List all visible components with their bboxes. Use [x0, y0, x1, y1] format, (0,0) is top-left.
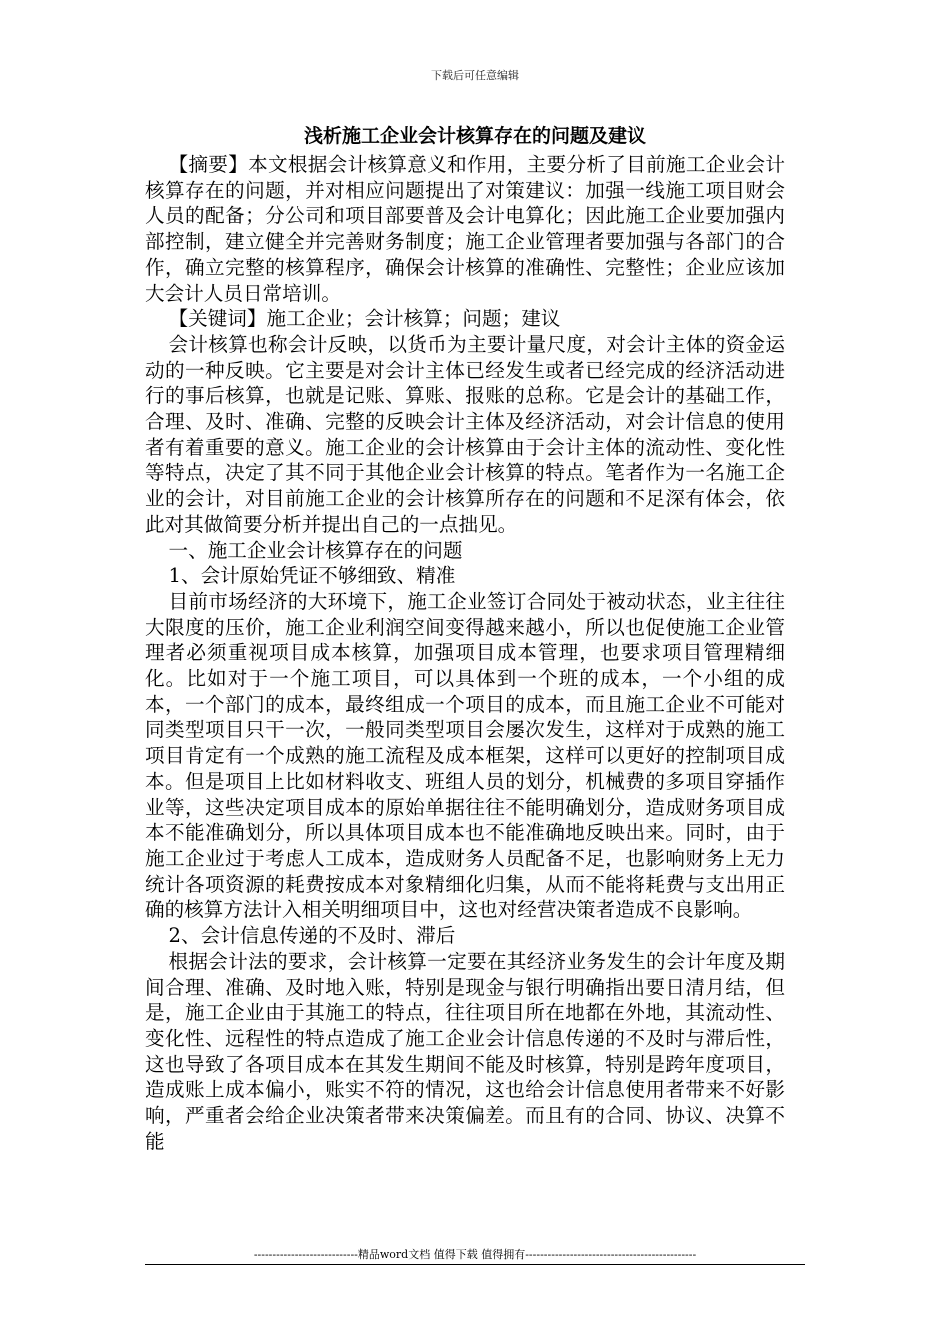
document-title: 浅析施工企业会计核算存在的问题及建议	[303, 125, 646, 147]
intro-paragraph: 会计核算也称会计反映，以货币为主要计量尺度，对会计主体的资金运动的一种反映。它主要是对会计主体已经发生或者已经完成的经济活动进行的事后核算，也就是记账、算账、报账的总称。它是会计的基础工作，合理、及时、准确、完整的反映会计主体及经济活动，对会计信息的使用者有着重要的意义。施工企业的会计核算由于会计主体的流动性、变化性等特点，决定了其不同于其他企业会计核算的特点。笔者作为一名施工企业的会计，对目前施工企业的会计核算所存在的问题和不足深有体会，依此对其做简要分析并提出自己的一点拙见。	[145, 332, 785, 536]
header-note: 下载后可任意编辑	[431, 69, 519, 82]
footer-divider	[145, 1264, 805, 1265]
footer-note: ----------------------------精品word文档 值得下载 值得拥有----------------------------------------------	[253, 1248, 697, 1261]
section-heading: 一、施工企业会计核算存在的问题	[168, 538, 463, 562]
subsection-heading: 1、会计原始凭证不够细致、精准	[168, 564, 456, 588]
abstract-paragraph: 【摘要】本文根据会计核算意义和作用，主要分析了目前施工企业会计核算存在的问题，并对相应问题提出了对策建议：加强一线施工项目财会人员的配备；分公司和项目部要普及会计电算化；因此施工企业要加强内部控制，建立健全并完善财务制度；施工企业管理者要加强与各部门的合作，确立完整的核算程序，确保会计核算的准确性、完整性；企业应该加大会计人员日常培训。	[145, 153, 785, 305]
body-paragraph: 目前市场经济的大环境下，施工企业签订合同处于被动状态，业主往往大限度的压价，施工企业利润空间变得越来越小，所以也促使施工企业管理者必须重视项目成本核算，加强项目成本管理，也要求项目管理精细化。比如对于一个施工项目，可以具体到一个班的成本，一个小组的成本，一个部门的成本，最终组成一个项目的成本，而且施工企业不可能对同类型项目只干一次，一般同类型项目会屡次发生，这样对于成熟的施工项目肯定有一个成熟的施工流程及成本框架，这样可以更好的控制项目成本。但是项目上比如材料收支、班组人员的划分，机械费的多项目穿插作业等，这些决定项目成本的原始单据往往不能明确划分，造成财务项目成本不能准确划分，所以具体项目成本也不能准确地反映出来。同时，由于施工企业过于考虑人工成本，造成财务人员配备不足，也影响财务上无力统计各项资源的耗费按成本对象精细化归集，从而不能将耗费与支出用正确的核算方法计入相关明细项目中，这也对经营决策者造成不良影响。	[145, 589, 785, 922]
document-body	[145, 152, 785, 1154]
subsection-heading: 2、会计信息传递的不及时、滞后	[168, 924, 456, 948]
keywords-paragraph: 【关键词】施工企业；会计核算；问题；建议	[168, 307, 561, 331]
body-paragraph: 根据会计法的要求，会计核算一定要在其经济业务发生的会计年度及期间合理、准确、及时地入账，特别是现金与银行明确指出要日清月结，但是，施工企业由于其施工的特点，往往项目所在地都在外地，其流动性、变化性、远程性的特点造成了施工企业会计信息传递的不及时与滞后性，这也导致了各项目成本在其发生期间不能及时核算，特别是跨年度项目，造成账上成本偏小，账实不符的情况，这也给会计信息使用者带来不好影响，严重者会给企业决策者带来决策偏差。而且有的合同、协议、决算不能	[145, 949, 785, 1153]
